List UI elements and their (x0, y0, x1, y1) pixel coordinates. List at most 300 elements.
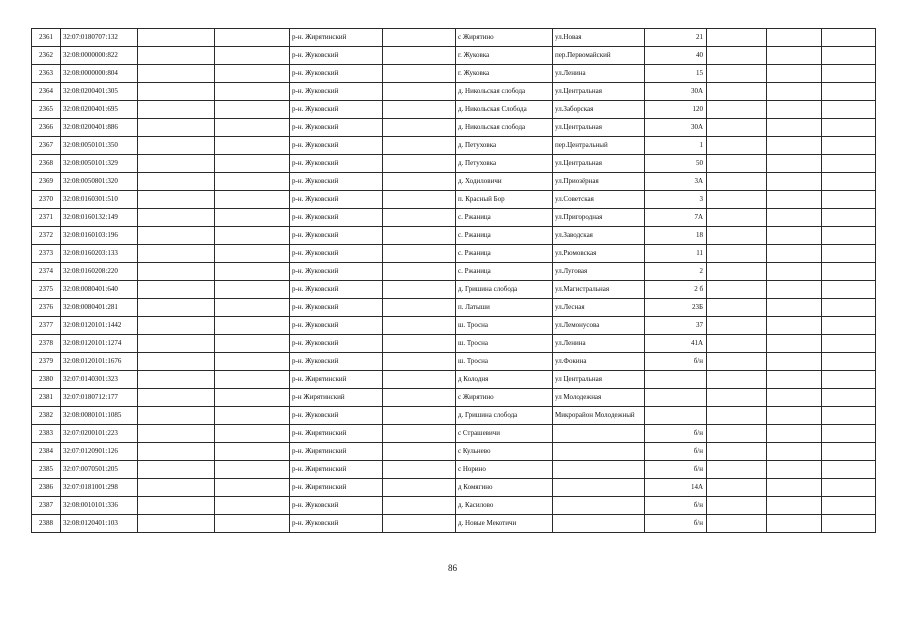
empty-cell (822, 497, 876, 515)
empty-cell (215, 227, 290, 245)
row-number-cell: 2366 (32, 119, 61, 137)
empty-cell (215, 335, 290, 353)
locality-cell: с. Ржаница (456, 227, 553, 245)
empty-cell (383, 317, 456, 335)
row-number-cell: 2371 (32, 209, 61, 227)
empty-cell (215, 515, 290, 533)
district-cell: р-н. Жирятинский (290, 425, 383, 443)
cadastral-number-cell: 32:08:0000000:804 (61, 65, 138, 83)
house-number-cell: 3 (645, 191, 707, 209)
empty-cell (822, 119, 876, 137)
table-row (32, 425, 876, 443)
cadastral-number-cell: 32:08:0200401:305 (61, 83, 138, 101)
locality-cell: с. Ржаница (456, 209, 553, 227)
house-number-cell (645, 389, 707, 407)
district-cell: р-н. Жирятинский (290, 479, 383, 497)
district-cell: р-н. Жирятинский (290, 29, 383, 47)
empty-cell (138, 227, 215, 245)
street-cell: ул.Лемонусова (553, 317, 645, 335)
row-number-cell: 2368 (32, 155, 61, 173)
empty-cell (822, 83, 876, 101)
empty-cell (138, 137, 215, 155)
cadastral-number-cell: 32:07:0200101:223 (61, 425, 138, 443)
row-number-cell: 2380 (32, 371, 61, 389)
empty-cell (215, 209, 290, 227)
locality-cell: с. Ржаница (456, 245, 553, 263)
empty-cell (215, 155, 290, 173)
row-number-cell: 2372 (32, 227, 61, 245)
cadastral-number-cell: 32:08:0200401:695 (61, 101, 138, 119)
locality-cell: п. Латыши (456, 299, 553, 317)
table-row (32, 515, 876, 533)
empty-cell (707, 461, 767, 479)
street-cell: ул.Советская (553, 191, 645, 209)
street-cell: ул.Магистральная (553, 281, 645, 299)
locality-cell: д. Ходиловичи (456, 173, 553, 191)
cadastral-number-cell: 32:08:0080101:1085 (61, 407, 138, 425)
empty-cell (215, 245, 290, 263)
row-number-cell: 2373 (32, 245, 61, 263)
empty-cell (707, 29, 767, 47)
empty-cell (383, 299, 456, 317)
empty-cell (822, 227, 876, 245)
empty-cell (707, 263, 767, 281)
empty-cell (215, 137, 290, 155)
empty-cell (138, 389, 215, 407)
row-number-cell: 2361 (32, 29, 61, 47)
house-number-cell: б/н (645, 443, 707, 461)
street-cell (553, 479, 645, 497)
empty-cell (383, 101, 456, 119)
district-cell: р-н. Жуковский (290, 515, 383, 533)
empty-cell (383, 335, 456, 353)
empty-cell (822, 317, 876, 335)
locality-cell: с Жирятино (456, 389, 553, 407)
empty-cell (138, 245, 215, 263)
empty-cell (383, 425, 456, 443)
empty-cell (767, 47, 822, 65)
empty-cell (138, 461, 215, 479)
property-register-table (31, 28, 876, 533)
cadastral-number-cell: 32:08:0120101:1442 (61, 317, 138, 335)
locality-cell: ш. Троснa (456, 335, 553, 353)
district-cell: р-н. Жуковский (290, 209, 383, 227)
empty-cell (822, 263, 876, 281)
empty-cell (707, 173, 767, 191)
row-number-cell: 2364 (32, 83, 61, 101)
table-row (32, 119, 876, 137)
empty-cell (822, 173, 876, 191)
row-number-cell: 2381 (32, 389, 61, 407)
cadastral-number-cell: 32:08:0120101:1676 (61, 353, 138, 371)
cadastral-number-cell: 32:08:0160208:220 (61, 263, 138, 281)
house-number-cell: 120 (645, 101, 707, 119)
district-cell: р-н. Жуковский (290, 155, 383, 173)
table-row (32, 317, 876, 335)
empty-cell (383, 479, 456, 497)
empty-cell (707, 479, 767, 497)
locality-cell: г. Жуковка (456, 65, 553, 83)
street-cell: ул Молодежная (553, 389, 645, 407)
row-number-cell: 2388 (32, 515, 61, 533)
locality-cell: с Кульнево (456, 443, 553, 461)
district-cell: р-н. Жирятинский (290, 371, 383, 389)
district-cell: р-н. Жуковский (290, 65, 383, 83)
street-cell: ул.Рюмовская (553, 245, 645, 263)
table-row (32, 371, 876, 389)
empty-cell (215, 191, 290, 209)
street-cell: ул.Лесная (553, 299, 645, 317)
empty-cell (138, 83, 215, 101)
street-cell: ул.Пригородная (553, 209, 645, 227)
street-cell: пер.Центральный (553, 137, 645, 155)
house-number-cell: 41А (645, 335, 707, 353)
locality-cell: г. Жуковка (456, 47, 553, 65)
empty-cell (767, 137, 822, 155)
district-cell: р-н. Жуковский (290, 497, 383, 515)
street-cell: ул.Заборская (553, 101, 645, 119)
empty-cell (138, 317, 215, 335)
empty-cell (822, 101, 876, 119)
table-row (32, 155, 876, 173)
empty-cell (138, 335, 215, 353)
empty-cell (138, 155, 215, 173)
empty-cell (383, 209, 456, 227)
page-number: 86 (448, 563, 457, 573)
house-number-cell: 3А (645, 173, 707, 191)
table-row (32, 191, 876, 209)
cadastral-number-cell: 32:08:0160301:510 (61, 191, 138, 209)
empty-cell (383, 29, 456, 47)
empty-cell (707, 155, 767, 173)
locality-cell: д. Никольская слобода (456, 119, 553, 137)
table-row (32, 389, 876, 407)
empty-cell (767, 443, 822, 461)
empty-cell (215, 353, 290, 371)
empty-cell (215, 83, 290, 101)
street-cell: ул.Центральная (553, 83, 645, 101)
empty-cell (767, 389, 822, 407)
empty-cell (707, 209, 767, 227)
empty-cell (822, 47, 876, 65)
empty-cell (767, 479, 822, 497)
locality-cell: с Норино (456, 461, 553, 479)
street-cell (553, 443, 645, 461)
district-cell: р-н Жирятинский (290, 389, 383, 407)
table-row (32, 65, 876, 83)
house-number-cell: 50 (645, 155, 707, 173)
empty-cell (215, 461, 290, 479)
row-number-cell: 2377 (32, 317, 61, 335)
empty-cell (767, 29, 822, 47)
street-cell (553, 515, 645, 533)
empty-cell (767, 497, 822, 515)
district-cell: р-н. Жирятинский (290, 461, 383, 479)
table-row (32, 173, 876, 191)
house-number-cell: 21 (645, 29, 707, 47)
empty-cell (707, 443, 767, 461)
empty-cell (822, 407, 876, 425)
empty-cell (707, 407, 767, 425)
empty-cell (383, 515, 456, 533)
locality-cell: д Колодня (456, 371, 553, 389)
empty-cell (767, 299, 822, 317)
row-number-cell: 2382 (32, 407, 61, 425)
street-cell: ул Центральная (553, 371, 645, 389)
empty-cell (383, 47, 456, 65)
district-cell: р-н. Жуковский (290, 353, 383, 371)
empty-cell (215, 263, 290, 281)
street-cell: ул.Ленина (553, 65, 645, 83)
empty-cell (707, 137, 767, 155)
empty-cell (822, 29, 876, 47)
locality-cell: ш. Троснa (456, 317, 553, 335)
house-number-cell: 40 (645, 47, 707, 65)
empty-cell (822, 65, 876, 83)
empty-cell (822, 281, 876, 299)
table-row (32, 443, 876, 461)
table-row (32, 407, 876, 425)
empty-cell (707, 371, 767, 389)
empty-cell (767, 119, 822, 137)
house-number-cell: 2 (645, 263, 707, 281)
house-number-cell: 2 б (645, 281, 707, 299)
street-cell: ул.Заводская (553, 227, 645, 245)
district-cell: р-н. Жуковский (290, 101, 383, 119)
table-row (32, 83, 876, 101)
empty-cell (215, 47, 290, 65)
table-row (32, 47, 876, 65)
district-cell: р-н. Жуковский (290, 317, 383, 335)
empty-cell (767, 65, 822, 83)
empty-cell (707, 425, 767, 443)
district-cell: р-н. Жуковский (290, 191, 383, 209)
table-row (32, 245, 876, 263)
empty-cell (383, 191, 456, 209)
house-number-cell: б/н (645, 515, 707, 533)
empty-cell (822, 461, 876, 479)
empty-cell (138, 191, 215, 209)
empty-cell (822, 299, 876, 317)
empty-cell (767, 425, 822, 443)
cadastral-number-cell: 32:07:0140301:323 (61, 371, 138, 389)
street-cell (553, 461, 645, 479)
empty-cell (767, 101, 822, 119)
empty-cell (215, 29, 290, 47)
empty-cell (215, 425, 290, 443)
empty-cell (383, 227, 456, 245)
locality-cell: д. Петуховка (456, 137, 553, 155)
empty-cell (138, 299, 215, 317)
locality-cell: д Комягино (456, 479, 553, 497)
empty-cell (215, 497, 290, 515)
empty-cell (822, 155, 876, 173)
empty-cell (138, 371, 215, 389)
locality-cell: с Жирятино (456, 29, 553, 47)
empty-cell (707, 227, 767, 245)
cadastral-number-cell: 32:08:0160203:133 (61, 245, 138, 263)
empty-cell (822, 353, 876, 371)
empty-cell (138, 101, 215, 119)
house-number-cell: б/н (645, 425, 707, 443)
empty-cell (707, 515, 767, 533)
district-cell: р-н. Жуковский (290, 335, 383, 353)
empty-cell (215, 65, 290, 83)
empty-cell (767, 317, 822, 335)
empty-cell (215, 389, 290, 407)
empty-cell (383, 461, 456, 479)
row-number-cell: 2384 (32, 443, 61, 461)
empty-cell (707, 281, 767, 299)
cadastral-number-cell: 32:08:0160132:149 (61, 209, 138, 227)
district-cell: р-н. Жуковский (290, 47, 383, 65)
house-number-cell: 1 (645, 137, 707, 155)
house-number-cell: 37 (645, 317, 707, 335)
empty-cell (215, 299, 290, 317)
locality-cell: д. Новые Мекотичи (456, 515, 553, 533)
empty-cell (767, 155, 822, 173)
empty-cell (707, 245, 767, 263)
empty-cell (822, 443, 876, 461)
table-row (32, 353, 876, 371)
empty-cell (138, 353, 215, 371)
district-cell: р-н. Жирятинский (290, 443, 383, 461)
street-cell (553, 425, 645, 443)
empty-cell (138, 29, 215, 47)
house-number-cell: 14А (645, 479, 707, 497)
empty-cell (383, 443, 456, 461)
row-number-cell: 2363 (32, 65, 61, 83)
street-cell: ул.Центральная (553, 119, 645, 137)
locality-cell: д. Никольская слобода (456, 83, 553, 101)
street-cell: ул.Новая (553, 29, 645, 47)
empty-cell (383, 263, 456, 281)
empty-cell (707, 299, 767, 317)
district-cell: р-н. Жуковский (290, 263, 383, 281)
row-number-cell: 2379 (32, 353, 61, 371)
empty-cell (767, 407, 822, 425)
cadastral-number-cell: 32:07:0070501:205 (61, 461, 138, 479)
empty-cell (138, 281, 215, 299)
row-number-cell: 2375 (32, 281, 61, 299)
empty-cell (138, 497, 215, 515)
street-cell: ул.Приозёрная (553, 173, 645, 191)
empty-cell (383, 119, 456, 137)
empty-cell (707, 101, 767, 119)
table-row (32, 209, 876, 227)
district-cell: р-н. Жуковский (290, 407, 383, 425)
empty-cell (767, 83, 822, 101)
cadastral-number-cell: 32:07:0180712:177 (61, 389, 138, 407)
house-number-cell: 11 (645, 245, 707, 263)
empty-cell (707, 83, 767, 101)
empty-cell (215, 173, 290, 191)
house-number-cell (645, 371, 707, 389)
empty-cell (822, 137, 876, 155)
empty-cell (767, 281, 822, 299)
cadastral-number-cell: 32:08:0010101:336 (61, 497, 138, 515)
row-number-cell: 2383 (32, 425, 61, 443)
cadastral-number-cell: 32:08:0050101:329 (61, 155, 138, 173)
empty-cell (767, 209, 822, 227)
cadastral-number-cell: 32:08:0050801:320 (61, 173, 138, 191)
table-row (32, 137, 876, 155)
empty-cell (138, 47, 215, 65)
empty-cell (767, 371, 822, 389)
row-number-cell: 2367 (32, 137, 61, 155)
table-row (32, 263, 876, 281)
locality-cell: д. Петуховка (456, 155, 553, 173)
cadastral-number-cell: 32:07:0180707:132 (61, 29, 138, 47)
empty-cell (215, 443, 290, 461)
row-number-cell: 2374 (32, 263, 61, 281)
table-row (32, 29, 876, 47)
table-row (32, 497, 876, 515)
empty-cell (707, 335, 767, 353)
row-number-cell: 2365 (32, 101, 61, 119)
empty-cell (383, 137, 456, 155)
cadastral-number-cell: 32:07:0120901:126 (61, 443, 138, 461)
row-number-cell: 2387 (32, 497, 61, 515)
empty-cell (383, 389, 456, 407)
empty-cell (215, 281, 290, 299)
street-cell: ул.Центральная (553, 155, 645, 173)
house-number-cell: 18 (645, 227, 707, 245)
empty-cell (707, 47, 767, 65)
house-number-cell (645, 407, 707, 425)
cadastral-number-cell: 32:08:0050101:350 (61, 137, 138, 155)
empty-cell (767, 353, 822, 371)
empty-cell (138, 479, 215, 497)
table-row (32, 299, 876, 317)
empty-cell (822, 209, 876, 227)
table-row (32, 335, 876, 353)
table-row (32, 281, 876, 299)
empty-cell (383, 173, 456, 191)
locality-cell: д. Гришина слобода (456, 407, 553, 425)
locality-cell: д. Гришина слобода (456, 281, 553, 299)
table-row (32, 461, 876, 479)
district-cell: р-н. Жуковский (290, 299, 383, 317)
cadastral-number-cell: 32:08:0200401:886 (61, 119, 138, 137)
empty-cell (822, 389, 876, 407)
empty-cell (707, 119, 767, 137)
table-row (32, 227, 876, 245)
empty-cell (767, 245, 822, 263)
table-body (32, 29, 876, 533)
cadastral-number-cell: 32:07:0181001:298 (61, 479, 138, 497)
empty-cell (767, 191, 822, 209)
empty-cell (707, 317, 767, 335)
row-number-cell: 2370 (32, 191, 61, 209)
district-cell: р-н. Жуковский (290, 281, 383, 299)
house-number-cell: б/н (645, 461, 707, 479)
empty-cell (215, 371, 290, 389)
empty-cell (138, 65, 215, 83)
cadastral-number-cell: 32:08:0080401:281 (61, 299, 138, 317)
empty-cell (767, 515, 822, 533)
empty-cell (822, 191, 876, 209)
district-cell: р-н. Жуковский (290, 119, 383, 137)
empty-cell (383, 83, 456, 101)
empty-cell (215, 119, 290, 137)
empty-cell (707, 497, 767, 515)
empty-cell (138, 443, 215, 461)
district-cell: р-н. Жуковский (290, 245, 383, 263)
empty-cell (767, 335, 822, 353)
empty-cell (138, 515, 215, 533)
empty-cell (707, 191, 767, 209)
